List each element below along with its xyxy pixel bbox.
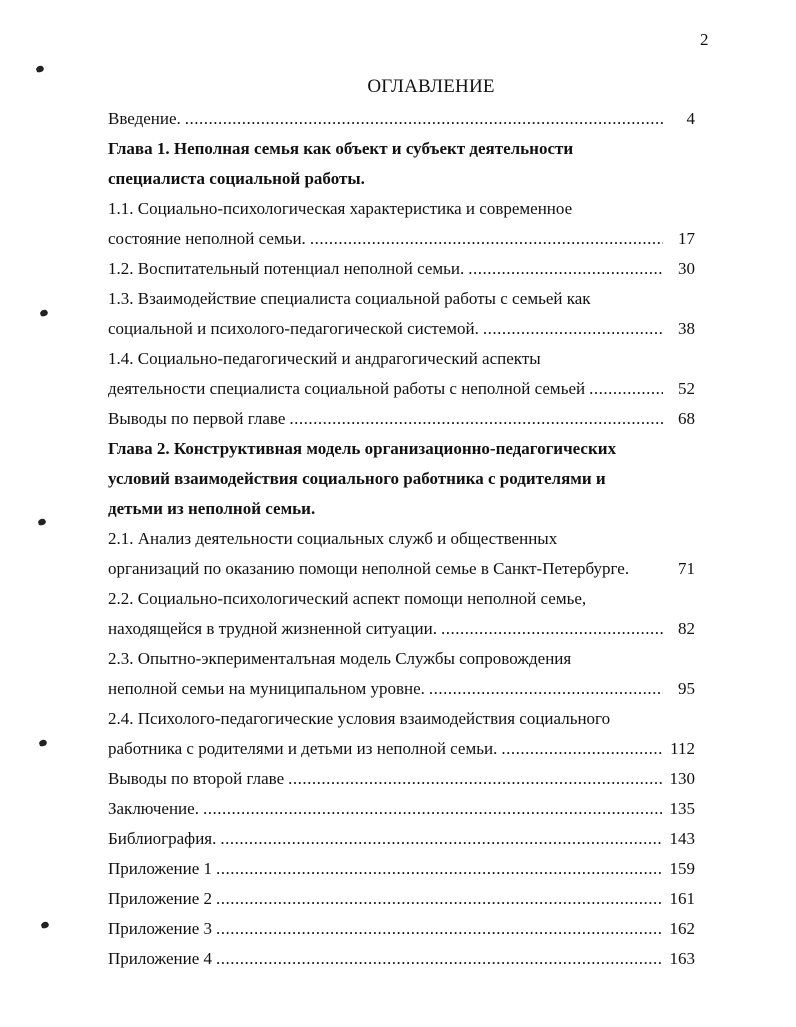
toc-line[interactable]: 1.1. Социально-психологическая характеристика и современное [108,199,573,218]
toc-line[interactable]: 2.1. Анализ деятельности социальных служб и общественных [108,529,558,548]
toc-entry[interactable]: Введение. ..... 4 [108,108,695,130]
scan-mark-icon [34,64,46,74]
toc-line[interactable]: 2.3. Опытно-экперименталъная модель Службы сопровождения [108,649,572,668]
toc-entry[interactable]: находящейся в трудной жизненной ситуации. ..... 82 [108,618,695,640]
toc-chapter-heading[interactable]: детьми из неполной семьи. [108,499,316,518]
toc-entry[interactable]: Библиография. ..... 143 [108,828,695,850]
toc-entry[interactable]: Выводы по второй главе ..... 130 [108,768,695,790]
scan-mark-icon [36,517,48,527]
toc-entry[interactable]: Приложение 3 ..... 162 [108,918,695,940]
page-title: ОГЛАВЛЕНИЕ [367,76,495,97]
toc-entry[interactable]: Приложение 4 ..... 163 [108,948,695,970]
toc-entry[interactable]: 1.2. Воспитательный потенциал неполной семьи. ..... 30 [108,258,695,280]
toc-line[interactable]: 1.3. Взаимодействие специалиста социальной работы с семьей как [108,289,591,308]
toc-entry[interactable]: Приложение 2 ..... 161 [108,888,695,910]
toc-chapter-heading[interactable]: условий взаимодействия социального работника с родителями и [108,469,606,488]
toc-chapter-heading[interactable]: специалиста социальной работы. [108,169,365,188]
toc-entry[interactable]: деятельности специалиста социальной работы с неполной семьей ..... 52 [108,378,695,400]
scan-mark-icon [37,738,49,748]
toc-entry[interactable]: Приложение 1 ..... 159 [108,858,695,880]
scan-mark-icon [38,308,50,318]
toc-line[interactable]: 2.4. Психолого-педагогические условия взаимодействия социального [108,709,611,728]
toc-entry[interactable]: работника с родителями и детьми из неполной семьи. ..... 112 [108,738,695,760]
toc-line[interactable]: 2.2. Социально-психологический аспект помощи неполной семье, [108,589,587,608]
toc-chapter-heading[interactable]: Глава 1. Неполная семья как объект и субъект деятельности [108,139,574,158]
toc-entry[interactable]: социальной и психолого-педагогической системой. ..... 38 [108,318,695,340]
toc-line[interactable]: 1.4. Социально-педагогический и андрагогический аспекты [108,349,541,368]
toc-entry[interactable]: неполной семьи на муниципальном уровне. ..... 95 [108,678,695,700]
toc-entry[interactable]: состояние неполной семьи. ..... 17 [108,228,695,250]
toc-chapter-heading[interactable]: Глава 2. Конструктивная модель организационно-педагогических [108,439,617,458]
toc-entry[interactable]: Выводы по первой главе ..... 68 [108,408,695,430]
page-number: 2 [700,30,709,49]
toc-entry[interactable]: Заключение. ..... 135 [108,798,695,820]
scan-mark-icon [39,920,51,930]
toc-entry[interactable]: организаций по оказанию помощи неполной семье в Санкт-Петербурге. 71 [108,559,695,578]
